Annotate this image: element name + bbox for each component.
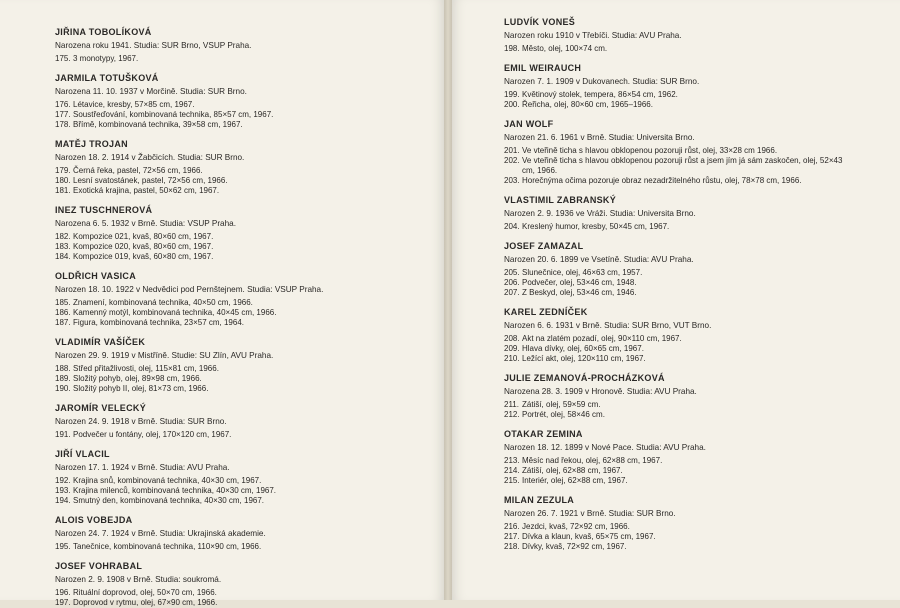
artist-name: JARMILA TOTUŠKOVÁ (55, 73, 159, 83)
artist-entry (55, 270, 444, 328)
work-number: 206. (504, 278, 520, 287)
artist-entry (504, 428, 900, 486)
work-number: 194. (55, 496, 71, 505)
work-number: 204. (504, 222, 520, 231)
work-text: Z Beskyd, olej, 53×46 cm, 1946. (522, 288, 637, 297)
work-number: 191. (55, 430, 71, 439)
artist-entry (504, 194, 900, 232)
artist-name: VLADIMÍR VAŠÍČEK (55, 337, 146, 347)
work-text: Exotická krajina, pastel, 50×62 cm, 1967. (73, 186, 220, 195)
work-text: Portrét, olej, 58×46 cm. (522, 410, 605, 419)
artist-bio: Narozen roku 1910 v Třebíči. Studia: AVU Praha. (504, 31, 682, 40)
work-list (55, 542, 444, 552)
work-text: Interiér, olej, 62×88 cm, 1967. (522, 476, 628, 485)
work-item (55, 298, 444, 308)
work-item (55, 374, 444, 384)
work-list (55, 588, 444, 608)
work-number: 198. (504, 44, 520, 53)
artist-name: OTAKAR ZEMINA (504, 429, 583, 439)
artist-name: LUDVÍK VONEŠ (504, 17, 576, 27)
artist-entry (55, 26, 444, 64)
work-list (55, 166, 444, 196)
work-item (55, 166, 444, 176)
work-item (504, 156, 900, 176)
artist-bio: Narozen 17. 1. 1924 v Brně. Studia: AVU Praha. (55, 463, 230, 472)
work-number: 211. (504, 400, 519, 409)
work-text: Smutný den, kombinovaná technika, 40×30 cm, 1967. (73, 496, 265, 505)
work-text: Podvečer, olej, 53×46 cm, 1948. (522, 278, 637, 287)
work-item (504, 522, 900, 532)
artist-entry (55, 72, 444, 130)
artist-name: JIŘÍ VLACIL (55, 449, 110, 459)
work-item (55, 100, 444, 110)
work-list (504, 146, 900, 186)
work-text: Lesní svatostánek, pastel, 72×56 cm, 1966. (73, 176, 228, 185)
work-item (55, 496, 444, 506)
work-item (504, 400, 900, 410)
work-text: Kompozice 021, kvaš, 80×60 cm, 1967. (73, 232, 214, 241)
artist-bio: Narozen 2. 9. 1936 ve Vráži. Studia: Universita Brno. (504, 209, 696, 218)
work-item (504, 344, 900, 354)
artist-entry (55, 560, 444, 608)
work-text: Akt na zlatém pozadí, olej, 90×110 cm, 1967. (522, 334, 682, 343)
work-number: 209. (504, 344, 520, 353)
work-number: 208. (504, 334, 520, 343)
artist-name: JAN WOLF (504, 119, 554, 129)
work-item (55, 232, 444, 242)
work-number: 182. (55, 232, 71, 241)
artist-entry (504, 16, 900, 54)
work-number: 178. (55, 120, 71, 129)
work-item (504, 456, 900, 466)
work-list (55, 430, 444, 440)
work-text: Střed přitažlivosti, olej, 115×81 cm, 1966. (73, 364, 219, 373)
artist-bio: Narozen 7. 1. 1909 v Dukovanech. Studia: SUR Brno. (504, 77, 700, 86)
work-text: Zátiší, olej, 59×59 cm. (522, 400, 601, 409)
work-text: Složitý pohyb II, olej, 81×73 cm, 1966. (73, 384, 209, 393)
work-item (55, 318, 444, 328)
work-text: Řeřicha, olej, 80×60 cm, 1965–1966. (522, 100, 653, 109)
work-list (55, 476, 444, 506)
work-item (504, 90, 900, 100)
artist-name: MATĚJ TROJAN (55, 139, 128, 149)
work-list (504, 400, 900, 420)
work-number: 199. (504, 90, 520, 99)
work-number: 187. (55, 318, 71, 327)
work-number: 175. (55, 54, 71, 63)
work-list (55, 232, 444, 262)
artist-bio: Narozen 18. 10. 1922 v Nedvědici pod Pernštejnem. Studia: VSUP Praha. (55, 285, 324, 294)
artist-bio: Narozen 6. 6. 1931 v Brně. Studia: SUR Brno, VUT Brno. (504, 321, 712, 330)
artist-entry (504, 372, 900, 420)
work-number: 190. (55, 384, 71, 393)
work-text: Kompozice 019, kvaš, 60×80 cm, 1967. (73, 252, 214, 261)
work-text: Břímě, kombinovaná technika, 39×58 cm, 1967. (73, 120, 243, 129)
artist-entry (504, 240, 900, 298)
work-text: Znamení, kombinovaná technika, 40×50 cm, 1966. (73, 298, 253, 307)
work-text: Zátiší, olej, 62×88 cm, 1967. (522, 466, 623, 475)
artist-name: JIŘINA TOBOLÍKOVÁ (55, 27, 152, 37)
artist-name: VLASTIMIL ZABRANSKÝ (504, 195, 617, 205)
work-text: Ve vteřině ticha s hlavou obklopenou pozoruji růst a jsem jím já sám zaskočen, olej, 52×43 cm, 1966. (522, 156, 843, 175)
artist-entry (504, 118, 900, 186)
work-number: 202. (504, 156, 520, 165)
artist-entry (55, 336, 444, 394)
work-item (55, 364, 444, 374)
work-item (504, 146, 900, 156)
work-item (504, 288, 900, 298)
artist-name: INEZ TUSCHNEROVÁ (55, 205, 153, 215)
work-number: 218. (504, 542, 520, 551)
artist-name: JAROMÍR VELECKÝ (55, 403, 147, 413)
work-number: 188. (55, 364, 71, 373)
work-text: Hlava dívky, olej, 60×65 cm, 1967. (522, 344, 644, 353)
work-number: 179. (55, 166, 71, 175)
artist-entry (55, 514, 444, 552)
work-list (504, 456, 900, 486)
work-item (504, 278, 900, 288)
artist-bio: Narozena 28. 3. 1909 v Hronově. Studia: AVU Praha. (504, 387, 697, 396)
work-text: Kamenný motýl, kombinovaná technika, 40×45 cm, 1966. (73, 308, 277, 317)
left-page (0, 0, 444, 607)
artist-bio: Narozen 24. 7. 1924 v Brně. Studia: Ukrajinská akademie. (55, 529, 266, 538)
work-number: 200. (504, 100, 520, 109)
work-text: Dívky, kvaš, 72×92 cm, 1967. (522, 542, 627, 551)
artist-entry (504, 306, 900, 364)
work-item (504, 222, 900, 232)
work-number: 203. (504, 176, 520, 185)
work-text: Dívka a klaun, kvaš, 65×75 cm, 1967. (522, 532, 656, 541)
work-item (504, 334, 900, 344)
work-list (504, 222, 900, 232)
work-number: 192. (55, 476, 71, 485)
work-text: Horečnýma očima pozoruje obraz nezadržitelného růstu, olej, 78×78 cm, 1966. (522, 176, 802, 185)
work-list (504, 334, 900, 364)
book-gutter (444, 0, 452, 600)
work-item (504, 476, 900, 486)
work-item (55, 486, 444, 496)
artist-bio: Narozena 11. 10. 1937 v Morčině. Studia: SUR Brno. (55, 87, 247, 96)
work-item (504, 354, 900, 364)
work-text: Podvečer u fontány, olej, 170×120 cm, 1967. (73, 430, 232, 439)
work-text: Město, olej, 100×74 cm. (522, 44, 608, 53)
artist-entry (55, 138, 444, 196)
work-number: 214. (504, 466, 520, 475)
work-item (55, 54, 444, 64)
artist-name: EMIL WEIRAUCH (504, 63, 582, 73)
work-number: 195. (55, 542, 71, 551)
artist-entry (55, 448, 444, 506)
artist-bio: Narozena roku 1941. Studia: SUR Brno, VSUP Praha. (55, 41, 252, 50)
work-item (55, 476, 444, 486)
work-text: Kompozice 020, kvaš, 80×60 cm, 1967. (73, 242, 214, 251)
work-item (55, 308, 444, 318)
artist-bio: Narozen 29. 9. 1919 v Mistříně. Studie: SU Zlín, AVU Praha. (55, 351, 274, 360)
work-number: 177. (55, 110, 71, 119)
artist-bio: Narozen 26. 7. 1921 v Brně. Studia: SUR Brno. (504, 509, 676, 518)
work-list (504, 268, 900, 298)
artist-bio: Narozen 2. 9. 1908 v Brně. Studia: soukromá. (55, 575, 222, 584)
work-item (55, 176, 444, 186)
work-list (55, 100, 444, 130)
work-text: Soustřeďování, kombinovaná technika, 85×57 cm, 1967. (73, 110, 274, 119)
work-text: Ležící akt, olej, 120×110 cm, 1967. (522, 354, 646, 363)
work-number: 207. (504, 288, 520, 297)
work-item (504, 542, 900, 552)
work-number: 197. (55, 598, 71, 607)
work-text: Krajina snů, kombinovaná technika, 40×30 cm, 1967. (73, 476, 262, 485)
work-number: 180. (55, 176, 71, 185)
work-number: 205. (504, 268, 520, 277)
work-text: 3 monotypy, 1967. (73, 54, 139, 63)
work-item (504, 268, 900, 278)
artist-entry (504, 494, 900, 552)
artist-bio: Narozen 24. 9. 1918 v Brně. Studia: SUR Brno. (55, 417, 227, 426)
work-text: Černá řeka, pastel, 72×56 cm, 1966. (73, 166, 203, 175)
artist-bio: Narozen 21. 6. 1961 v Brně. Studia: Universita Brno. (504, 133, 695, 142)
work-number: 181. (55, 186, 71, 195)
work-text: Ve vteřině ticha s hlavou obklopenou pozoruji růst, olej, 33×28 cm 1966. (522, 146, 778, 155)
artist-entry (504, 62, 900, 110)
artist-bio: Narozen 18. 12. 1899 v Nové Pace. Studia: AVU Praha. (504, 443, 706, 452)
work-number: 201. (504, 146, 520, 155)
work-item (55, 588, 444, 598)
work-item (504, 100, 900, 110)
artist-name: KAREL ZEDNÍČEK (504, 307, 588, 317)
work-item (504, 44, 900, 54)
work-text: Květinový stolek, tempera, 86×54 cm, 1962. (522, 90, 678, 99)
artist-bio: Narozen 20. 6. 1899 ve Vsetíně. Studia: AVU Praha. (504, 255, 694, 264)
work-item (504, 532, 900, 542)
work-item (55, 242, 444, 252)
work-list (55, 298, 444, 328)
work-list (504, 90, 900, 110)
work-list (504, 522, 900, 552)
work-text: Krajina milenců, kombinovaná technika, 40×30 cm, 1967. (73, 486, 277, 495)
work-text: Létavice, kresby, 57×85 cm, 1967. (73, 100, 195, 109)
artist-name: OLDŘICH VASICA (55, 271, 137, 281)
work-text: Rituální doprovod, olej, 50×70 cm, 1966. (73, 588, 217, 597)
work-item (504, 410, 900, 420)
work-item (55, 384, 444, 394)
work-item (55, 542, 444, 552)
work-number: 183. (55, 242, 71, 251)
work-number: 213. (504, 456, 520, 465)
artist-name: MILAN ZEZULA (504, 495, 575, 505)
work-number: 193. (55, 486, 71, 495)
work-number: 196. (55, 588, 71, 597)
work-item (55, 120, 444, 130)
artist-entry (55, 204, 444, 262)
work-number: 189. (55, 374, 71, 383)
work-text: Kreslený humor, kresby, 50×45 cm, 1967. (522, 222, 670, 231)
work-number: 217. (504, 532, 520, 541)
work-item (504, 176, 900, 186)
work-number: 210. (504, 354, 520, 363)
artist-bio: Narozen 18. 2. 1914 v Žabčicích. Studia: SUR Brno. (55, 153, 245, 162)
work-item (504, 466, 900, 476)
work-number: 216. (504, 522, 520, 531)
work-text: Měsíc nad řekou, olej, 62×88 cm, 1967. (522, 456, 663, 465)
work-text: Tanečnice, kombinovaná technika, 110×90 cm, 1966. (73, 542, 262, 551)
work-list (55, 54, 444, 64)
work-number: 215. (504, 476, 520, 485)
work-number: 185. (55, 298, 71, 307)
work-text: Doprovod v rytmu, olej, 67×90 cm, 1966. (73, 598, 218, 607)
work-list (504, 44, 900, 54)
artist-bio: Narozena 6. 5. 1932 v Brně. Studia: VSUP Praha. (55, 219, 236, 228)
work-item (55, 186, 444, 196)
work-item (55, 430, 444, 440)
work-text: Složitý pohyb, olej, 89×98 cm, 1966. (73, 374, 202, 383)
work-item (55, 252, 444, 262)
artist-name: JOSEF VOHRABAL (55, 561, 143, 571)
work-number: 184. (55, 252, 71, 261)
work-number: 186. (55, 308, 71, 317)
work-number: 176. (55, 100, 71, 109)
right-page (452, 0, 900, 600)
work-text: Jezdci, kvaš, 72×92 cm, 1966. (522, 522, 630, 531)
work-list (55, 364, 444, 394)
work-text: Figura, kombinovaná technika, 23×57 cm, 1964. (73, 318, 244, 327)
work-item (55, 110, 444, 120)
artist-name: JOSEF ZAMAZAL (504, 241, 584, 251)
work-number: 212. (504, 410, 520, 419)
artist-entry (55, 402, 444, 440)
artist-name: ALOIS VOBEJDA (55, 515, 133, 525)
artist-name: JULIE ZEMANOVÁ-PROCHÁZKOVÁ (504, 373, 665, 383)
work-text: Slunečnice, olej, 46×63 cm, 1957. (522, 268, 643, 277)
